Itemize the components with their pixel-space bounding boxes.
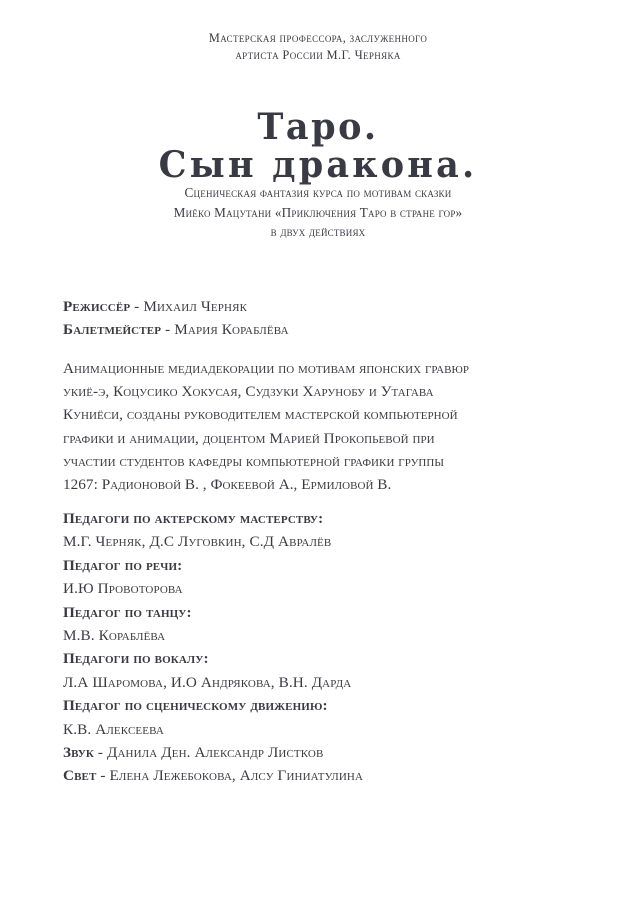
sound-role-label: Звук (63, 744, 94, 761)
teachers-heading-acting: Педагоги по актерскому мастерству: (63, 510, 324, 527)
teachers-heading-dance: Педагог по танцу: (63, 603, 192, 621)
animation-credits-line-5: участии студентов кафедры компьютерной графики группы (63, 452, 445, 470)
lead-credits (63, 296, 573, 341)
director-name: Михаил Черняк (143, 298, 248, 315)
title-line-2: Сын дракона. (158, 143, 478, 187)
light-credit (63, 764, 573, 787)
teachers-names-acting: М.Г. Черняк, Д.С Луговкин, С.Д Авралёв (63, 533, 332, 551)
teachers-names-dance: М.В. Кораблёва (63, 627, 166, 645)
choreographer-credit (63, 319, 573, 342)
teachers-names-speech: И.Ю Провоторова (63, 580, 183, 598)
choreographer-name: Мария Кораблёва (174, 320, 289, 338)
director-separator: - (130, 298, 144, 315)
organisation-header-line-2: артиста России М.Г. Черняка (235, 48, 401, 62)
director-role-label: Режиссёр (63, 298, 131, 315)
choreographer-role-label: Балетмейстер (63, 320, 162, 338)
sound-names: Данила Ден. Александр Листков (107, 744, 324, 761)
teachers-section (63, 507, 573, 741)
subtitle-line-3: в двух действиях (270, 224, 366, 239)
sound-separator: - (94, 744, 108, 761)
teachers-heading-speech: Педагог по речи: (63, 556, 183, 574)
animation-credits-line-1: Анимационные медиадекорации по мотивам японских гравюр (63, 360, 470, 377)
page-title (0, 105, 636, 187)
light-separator: - (96, 767, 110, 785)
animation-credits-line-6: 1267: Радионовой В. , Фокеевой А., Ермиловой В. (63, 476, 392, 494)
organisation-header (0, 30, 636, 64)
subtitle-line-1: Сценическая фантазия курса по мотивам сказки (184, 185, 452, 200)
animation-credits-line-3: Куниёси, созданы руководителем мастерской компьютерной (63, 406, 458, 424)
light-names: Елена Лежебокова, Алсу Гиниатулина (109, 767, 364, 785)
animation-credits-line-4: графики и анимации, доцентом Марией Прокопьевой при (63, 429, 435, 447)
animation-credits-line-2: укиё-э, Коцусико Хокусая, Судзуки Харунобу и Утагава (63, 383, 434, 401)
subtitle-line-2: Миёко Мацутани «Приключения Таро в стране гор» (173, 204, 463, 220)
teachers-names-vocal: Л.А Шаромова, И.О Андрякова, В.Н. Дарда (63, 673, 352, 691)
teachers-heading-stage-movement: Педагог по сценическому движению: (63, 697, 328, 715)
teachers-heading-vocal: Педагоги по вокалу: (63, 650, 209, 668)
teachers-names-stage-movement: К.В. Алексеева (63, 720, 164, 738)
director-credit (63, 296, 573, 319)
animation-credits-paragraph (63, 357, 573, 496)
sound-credit (63, 741, 573, 764)
title-line-1: Таро. (257, 105, 379, 149)
subtitle (0, 183, 636, 242)
choreographer-separator: - (161, 320, 175, 338)
technical-credits (63, 741, 573, 788)
organisation-header-line-1: Мастерская профессора, заслуженного (208, 31, 428, 45)
light-role-label: Свет (63, 767, 97, 785)
